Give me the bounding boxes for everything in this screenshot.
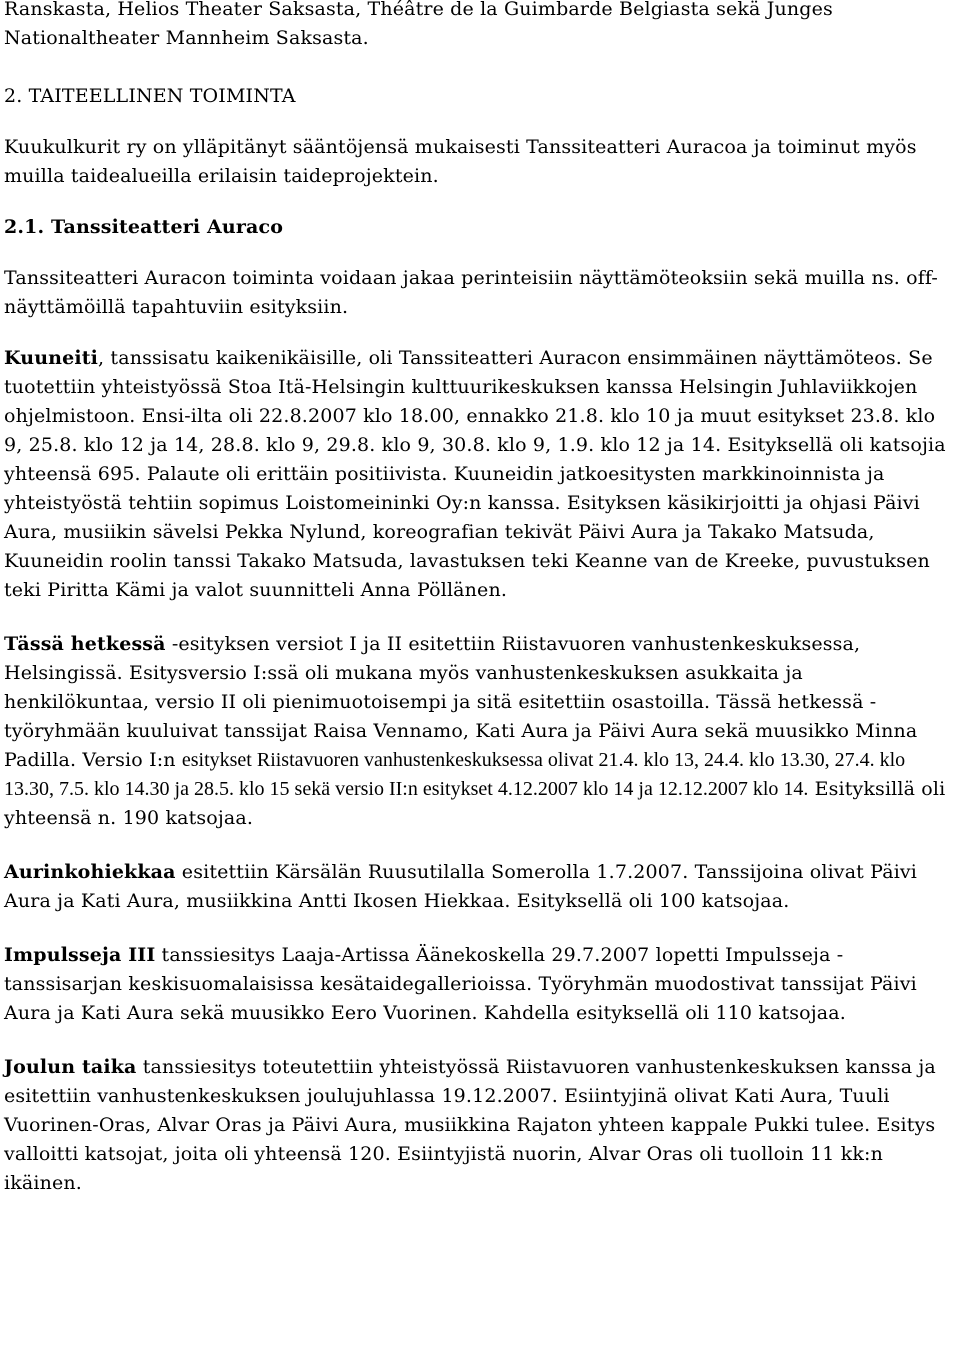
aurinkohiekkaa-title: Aurinkohiekkaa <box>4 861 176 883</box>
spacer <box>4 111 954 133</box>
tassa-hetkessa-text-b: esitykset Riistavuoren vanhustenkeskuksessa olivat 21.4. klo 13, 24.4. klo 13.30, 27.4. klo 13.30, 7.5. klo 14.30 ja 28.5. klo 15 sekä versio II:n esitykset 4.12.2007 klo 14 ja 12.12.2007 klo 14. <box>4 749 906 800</box>
spacer <box>4 605 954 630</box>
spacer <box>4 833 954 858</box>
tassa-hetkessa-text-a: -esityksen versiot I ja II esitettiin Riistavuoren vanhustenkeskuksessa, Helsingissä. Esitysversio I:ssä oli mukana myös vanhustenkeskuksen asukkaita ja henkilökuntaa, versio II oli pienimuotoisempi ja sitä esitettiin osastoilla. Tässä hetkessä - työryhmään kuuluivat tanssijat Raisa Vennamo, Kati Aura ja Päivi Aura sekä muusikko Minna Padilla. Versio I:n <box>4 633 918 771</box>
aurinkohiekkaa-paragraph <box>4 858 954 916</box>
kuuneiti-paragraph <box>4 344 954 605</box>
spacer <box>4 53 954 82</box>
joulun-taika-paragraph <box>4 1053 954 1198</box>
impulsseja-title: Impulsseja III <box>4 944 156 966</box>
spacer <box>4 191 954 213</box>
spacer <box>4 1028 954 1053</box>
impulsseja-paragraph <box>4 941 954 1028</box>
tassa-hetkessa-paragraph <box>4 630 954 833</box>
section-2-paragraph: Kuukulkurit ry on ylläpitänyt sääntöjensä mukaisesti Tanssiteatteri Auracoa ja toiminut myös muilla taidealueilla erilaisin taideprojektein. <box>4 136 917 187</box>
section-2-heading: 2. TAITEELLINEN TOIMINTA <box>4 85 296 107</box>
joulun-taika-text: tanssiesitys toteutettiin yhteistyössä Riistavuoren vanhustenkeskuksen kanssa ja esitettiin vanhustenkeskuksen joulujuhlassa 19.12.2007. Esiintyjinä olivat Kati Aura, Tuuli Vuorinen-Oras, Alvar Oras ja Päivi Aura, musiikkina Rajaton yhteen kappale Pukki tulee. Esitys valloitti katsojat, joita oli yhteensä 120. Esiintyjistä nuorin, Alvar Oras oli tuolloin 11 kk:n ikäinen. <box>4 1056 936 1194</box>
tassa-hetkessa-text-c: Esityksillä oli yhteensä n. 190 katsojaa. <box>4 778 946 829</box>
intro-paragraph: Ranskasta, Helios Theater Saksasta, Théâtre de la Guimbarde Belgiasta sekä Junges Nationaltheater Mannheim Saksasta. <box>4 0 833 49</box>
spacer <box>4 916 954 941</box>
joulun-taika-title: Joulun taika <box>4 1056 137 1078</box>
tassa-hetkessa-title: Tässä hetkessä <box>4 633 166 655</box>
aurinkohiekkaa-text: esitettiin Kärsälän Ruusutilalla Somerolla 1.7.2007. Tanssijoina olivat Päivi Aura ja Kati Aura, musiikkina Antti Ikosen Hiekkaa. Esityksellä oli 100 katsojaa. <box>4 861 918 912</box>
section-2-1-heading-text: 2.1. Tanssiteatteri Auraco <box>4 216 284 238</box>
section-2-1-heading <box>4 213 954 242</box>
impulsseja-text: tanssiesitys Laaja-Artissa Äänekoskella 29.7.2007 lopetti Impulsseja - tanssisarjan keskisuomalaisissa kesätaidegallerioissa. Työryhmän muodostivat tanssijat Päivi Aura ja Kati Aura sekä muusikko Eero Vuorinen. Kahdella esityksellä oli 110 katsojaa. <box>4 944 917 1024</box>
kuuneiti-title: Kuuneiti <box>4 347 99 369</box>
spacer <box>4 242 954 264</box>
section-2-1-paragraph: Tanssiteatteri Auracon toiminta voidaan jakaa perinteisiin näyttämöteoksiin sekä muilla ns. off-näyttämöillä tapahtuviin esityksiin. <box>4 267 938 318</box>
kuuneiti-text: , tanssisatu kaikenikäisille, oli Tanssiteatteri Auracon ensimmäinen näyttämöteos. Se tuotettiin yhteistyössä Stoa Itä-Helsingin kulttuurikeskuksen kanssa Helsingin Juhlaviikkojen ohjelmistoon. Ensi-ilta oli 22.8.2007 klo 18.00, ennakko 21.8. klo 10 ja muut esitykset 23.8. klo 9, 25.8. klo 12 ja 14, 28.8. klo 9, 29.8. klo 9, 30.8. klo 9, 1.9. klo 12 ja 14. Esityksellä oli katsojia yhteensä 695. Palaute oli erittäin positiivista. Kuuneidin jatkoesitysten markkinoinnista ja yhteistyöstä tehtiin sopimus Loistomeininki Oy:n kanssa. Esityksen käsikirjoitti ja ohjasi Päivi Aura, musiikin sävelsi Pekka Nylund, koreografian tekivät Päivi Aura ja Takako Matsuda, Kuuneidin roolin tanssi Takako Matsuda, lavastuksen teki Keanne van de Kreeke, puvustuksen teki Piritta Kämi ja valot suunnitteli Anna Pöllänen. <box>4 347 946 601</box>
spacer <box>4 322 954 344</box>
